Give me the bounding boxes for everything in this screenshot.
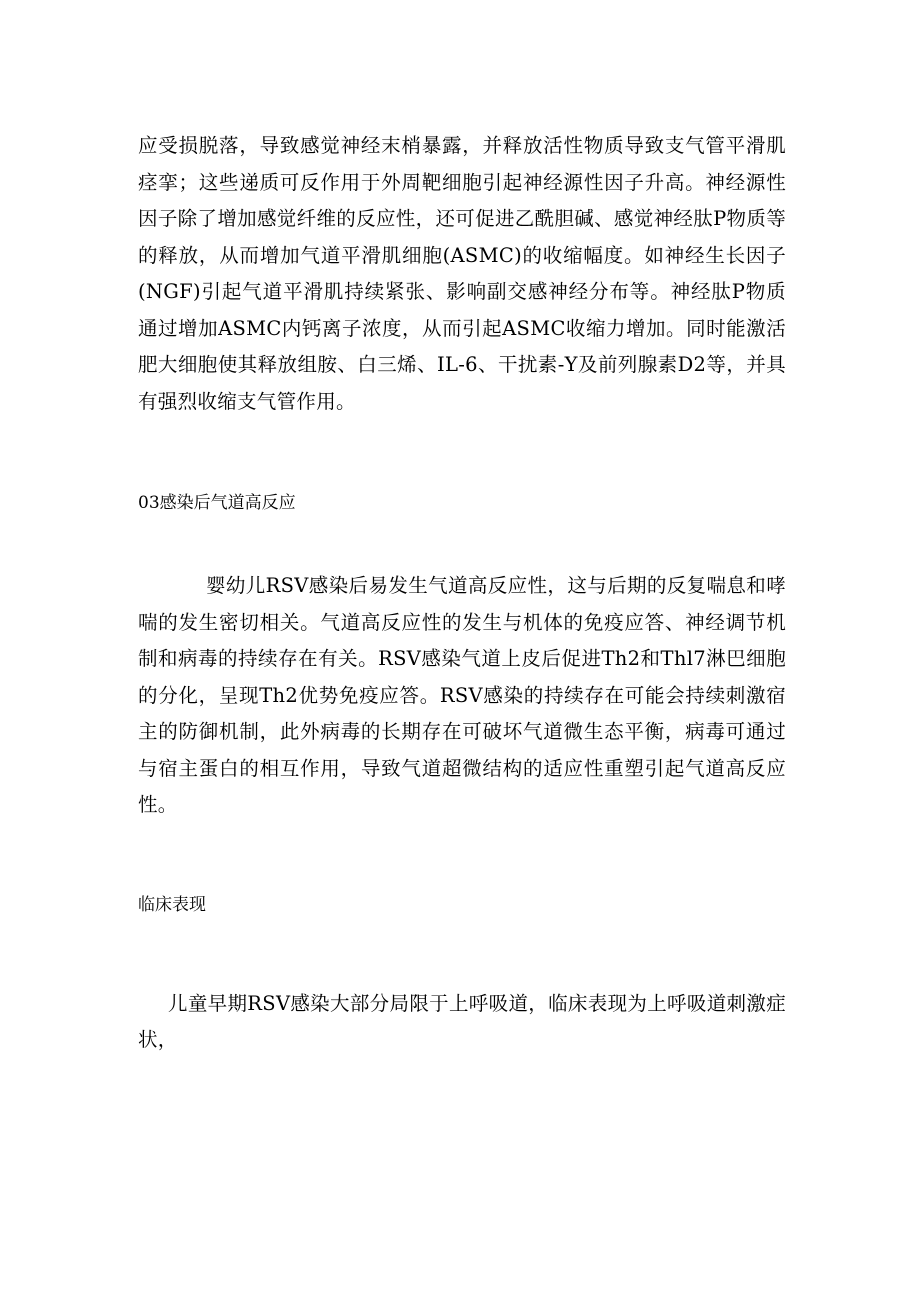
- document-page: [138, 128, 786, 1059]
- section-heading: 临床表现: [138, 894, 206, 915]
- body-paragraph: 应受损脱落，导致感觉神经末梢暴露，并释放活性物质导致支气管平滑肌痉挛；这些递质可反作用于外周靶细胞引起神经源性因子升高。神经源性因子除了增加感觉纤维的反应性，还可促进乙酰胆碱、感觉神经肽P物质等的释放，从而增加气道平滑肌细胞(ASMC)的收缩幅度。如神经生长因子(NGF)引起气道平滑肌持续紧张、影响副交感神经分布等。神经肽P物质通过增加ASMC内钙离子浓度，从而引起ASMC收缩力增加。同时能激活肥大细胞使其释放组胺、白三烯、IL-6、干扰素-Y及前列腺素D2等，并具有强烈收缩支气管作用。: [138, 134, 786, 413]
- body-paragraph: 婴幼儿RSV感染后易发生气道高反应性，这与后期的反复喘息和哮喘的发生密切相关。气道高反应性的发生与机体的免疫应答、神经调节机制和病毒的持续存在有关。RSV感染气道上皮后促进Th2和Thl7淋巴细胞的分化，呈现Th2优势免疫应答。RSV感染的持续存在可能会持续刺激宿主的防御机制，此外病毒的长期存在可破坏气道微生态平衡，病毒可通过与宿主蛋白的相互作用，导致气道超微结构的适应性重塑引起气道高反应性。: [138, 574, 786, 816]
- body-paragraph: 儿童早期RSV感染大部分局限于上呼吸道，临床表现为上呼吸道刺激症状，: [138, 991, 786, 1051]
- section-heading: 03感染后气道高反应: [138, 493, 296, 513]
